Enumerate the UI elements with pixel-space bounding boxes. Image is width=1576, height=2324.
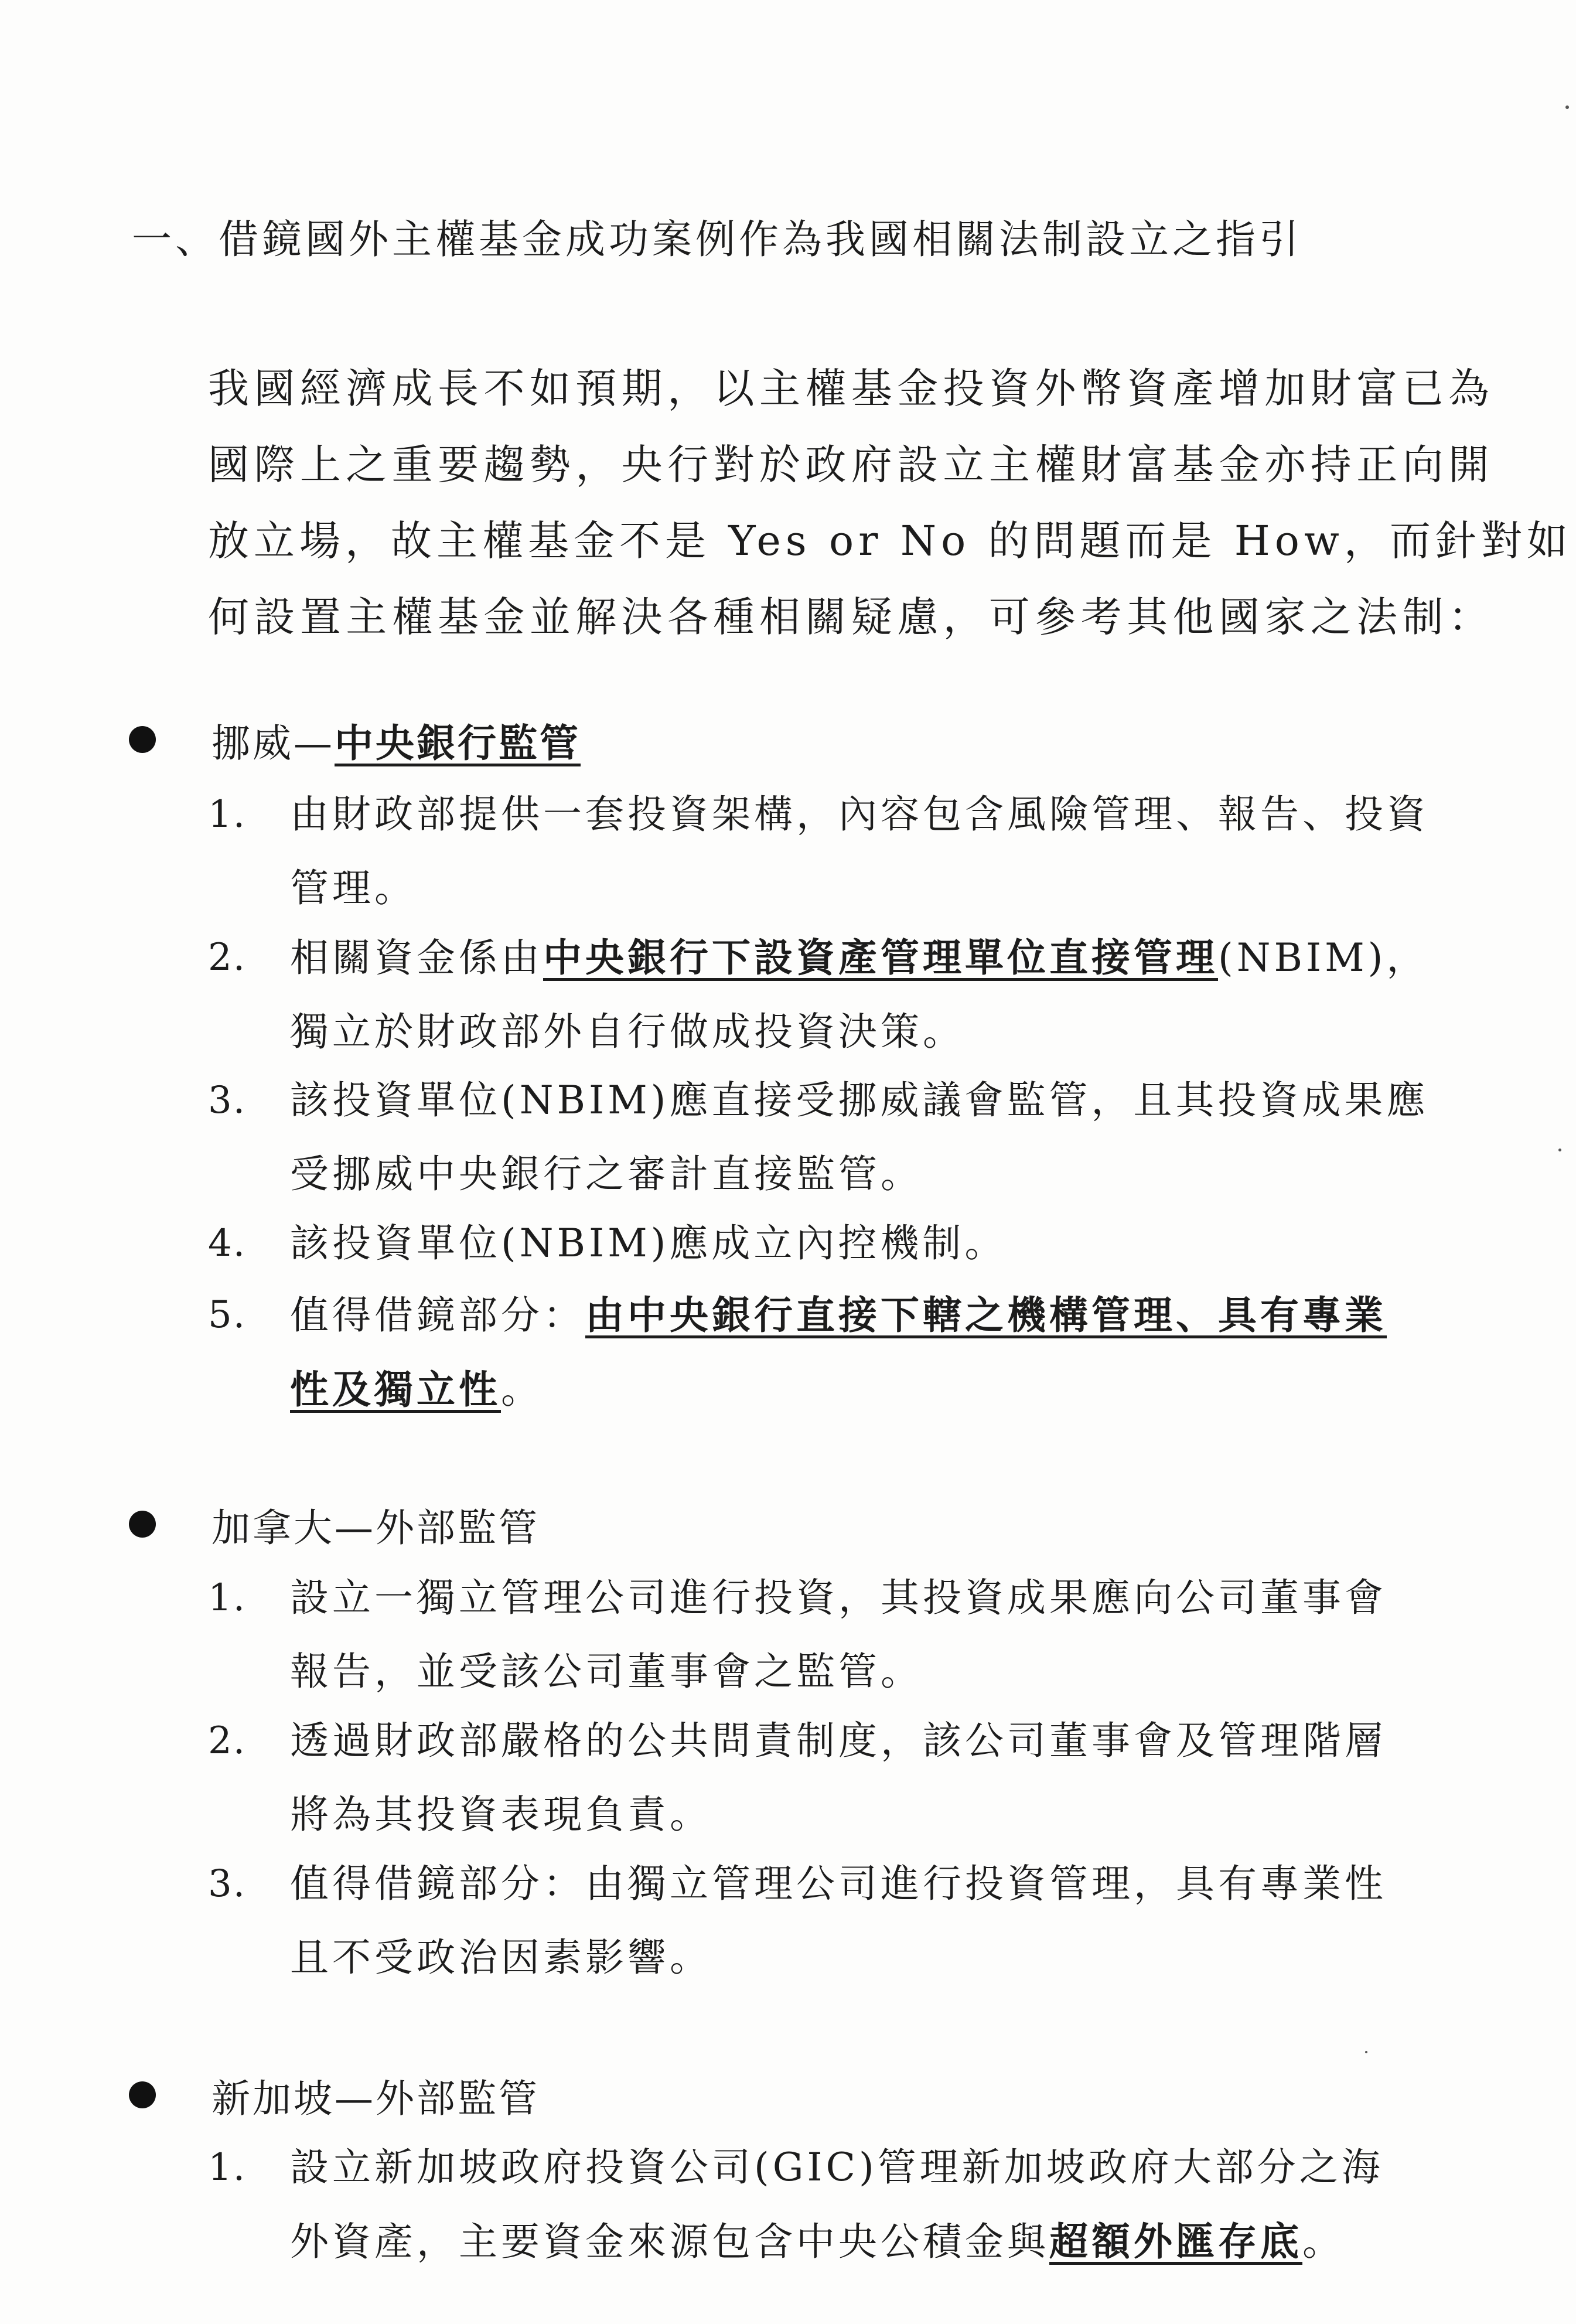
item-line: 該投資單位(NBIM)應直接受挪威議會監管，且其投資成果應 — [290, 1078, 1429, 1123]
item-line: 管理。 — [290, 865, 417, 911]
item-text — [290, 1704, 1494, 1852]
intro-paragraph — [208, 350, 1572, 655]
item-number: 2. — [208, 936, 247, 979]
item-number: 1. — [208, 2146, 247, 2189]
bullet-dot-icon — [129, 726, 156, 753]
scan-speck — [1565, 105, 1569, 109]
item-emphasis: 由中央銀行直接下轄之機構管理、具有專業 — [585, 1292, 1387, 1338]
item-text — [290, 1561, 1494, 1709]
bullet-title: 加拿大—外部監管 — [212, 1505, 540, 1551]
item-line: 受挪威中央銀行之審計直接監管。 — [290, 1151, 923, 1197]
item-line: 。 — [501, 1367, 543, 1412]
item-line: 外資產，主要資金來源包含中央公積金與 — [290, 2219, 1049, 2264]
item-text — [290, 1064, 1494, 1211]
item-number: 5. — [208, 1293, 247, 1337]
item-line: 值得借鏡部分：由獨立管理公司進行投資管理，具有專業性 — [290, 1861, 1387, 1906]
item-line: 值得借鏡部分： — [290, 1293, 585, 1338]
bullet-heading — [129, 1501, 540, 1551]
item-number: 4. — [208, 1222, 247, 1265]
intro-line: 我國經濟成長不如預期，以主權基金投資外幣資產增加財富已為 — [208, 364, 1494, 413]
item-line: 將為其投資表現負責。 — [290, 1792, 712, 1837]
item-text — [290, 921, 1494, 1069]
section-heading: 一、借鏡國外主權基金成功案例作為我國相關法制設立之指引 — [132, 217, 1303, 263]
item-line: 相關資金係由 — [290, 935, 543, 980]
item-text — [290, 778, 1494, 925]
item-line: 該投資單位(NBIM)應成立內控機制。 — [290, 1221, 1007, 1266]
bullet-heading — [129, 2071, 540, 2121]
item-text — [290, 2131, 1494, 2279]
item-emphasis: 中央銀行下設資產管理單位直接管理 — [543, 935, 1218, 980]
item-line: 獨立於財政部外自行做成投資決策。 — [290, 1009, 965, 1054]
item-emphasis: 超額外匯存底 — [1049, 2219, 1302, 2264]
bullet-title: 新加坡—外部監管 — [212, 2076, 540, 2121]
item-line: 報告，並受該公司董事會之監管。 — [290, 1649, 923, 1694]
item-number: 1. — [208, 793, 247, 836]
item-line: 設立新加坡政府投資公司(GIC)管理新加坡政府大部分之海 — [290, 2145, 1384, 2190]
item-line: 設立一獨立管理公司進行投資，其投資成果應向公司董事會 — [290, 1575, 1387, 1620]
item-number: 2. — [208, 1719, 247, 1763]
bullet-title: 挪威— — [212, 720, 335, 766]
item-number: 3. — [208, 1862, 247, 1906]
item-line: 由財政部提供一套投資架構，內容包含風險管理、報告、投資 — [290, 792, 1429, 837]
intro-line: 何設置主權基金並解決各種相關疑慮，可參考其他國家之法制： — [208, 593, 1494, 641]
bullet-title-emphasis: 中央銀行監管 — [335, 720, 581, 766]
intro-line: 國際上之重要趨勢，央行對於政府設立主權財富基金亦持正向開 — [208, 441, 1494, 489]
item-number: 3. — [208, 1079, 247, 1122]
item-line: 透過財政部嚴格的公共問責制度，該公司董事會及管理階層 — [290, 1718, 1387, 1763]
item-text — [290, 1207, 1494, 1280]
item-line: (NBIM)， — [1218, 935, 1429, 980]
item-emphasis: 性及獨立性 — [290, 1367, 501, 1412]
intro-line: 放立場，故主權基金不是 Yes or No 的問題而是 How，而針對如 — [208, 517, 1572, 565]
bullet-dot-icon — [129, 2081, 156, 2108]
item-text — [290, 1847, 1494, 1995]
bullet-heading — [129, 716, 581, 766]
item-line: 且不受政治因素影響。 — [290, 1935, 712, 1980]
scan-speck — [1558, 1149, 1561, 1151]
scan-speck — [1365, 2051, 1367, 2053]
item-number: 1. — [208, 1576, 247, 1620]
bullet-dot-icon — [129, 1511, 156, 1538]
item-line: 。 — [1302, 2219, 1345, 2264]
item-text — [290, 1278, 1494, 1427]
